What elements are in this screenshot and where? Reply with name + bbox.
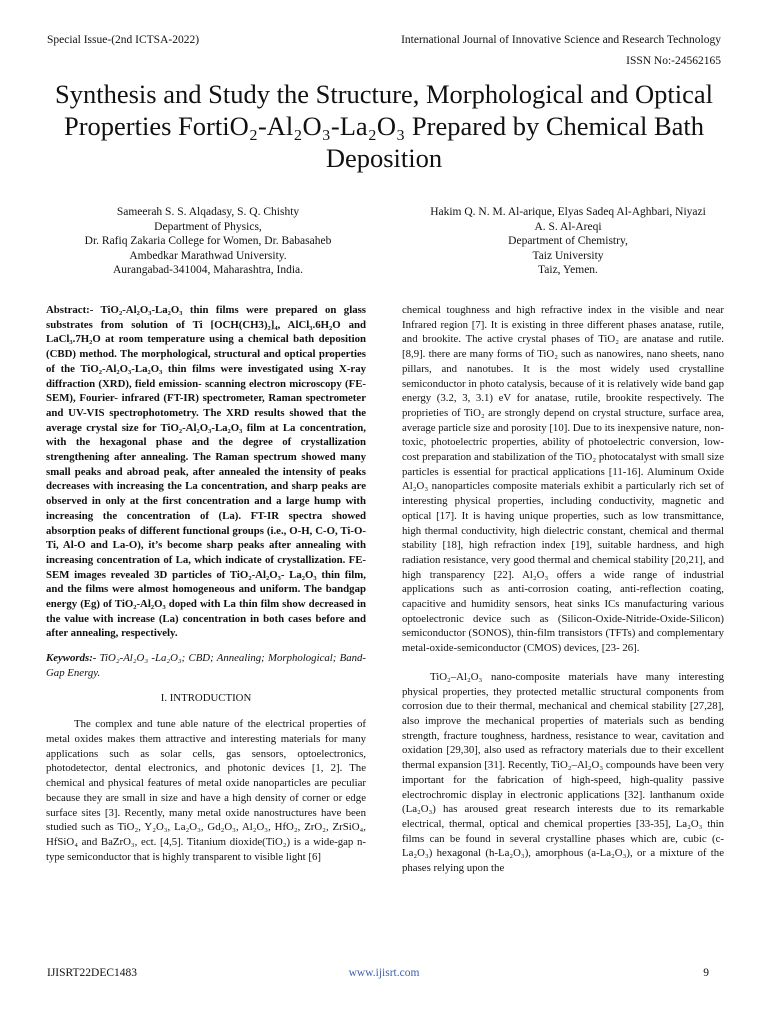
keywords-text: TiO₂-Al₂O₃ -La₂O₃; CBD; Annealing; Morphological; Band-Gap Energy. <box>46 652 366 679</box>
issn-label: ISSN No:-24562165 <box>626 55 721 67</box>
section-heading-introduction: I. INTRODUCTION <box>160 691 252 704</box>
author-names: Hakim Q. N. M. Al-arique, Elyas Sadeq Al-Aghbari, Niyazi <box>430 206 706 218</box>
journal-name: International Journal of Innovative Science and Research Technology <box>401 34 721 46</box>
body-paragraph-2: TiO₂–Al₂O₃ nano-composite materials have many interesting physical properties, they protected metallic structural components from corrosion due to their thermal, mechanical and chemical stability [27,28], also improve the mechanical properties of materials such as bending strength, fracture toughness, hardness, resistance to wear, cavitation and oxidation [29,30], also used as refractory materials due to their excellent thermal expansion [31]. Recently, TiO₂–Al₂O₃ compounds have been very important for the fabrication of high-speed, high-quality passive electrochromic display in electronic applications [32]. lanthanum oxide (La₂O₃) has aroused great research interests due to its remarkable electrical, thermal, optical and chemical properties [33-35], La₂O₃ thin films can be found in several crystalline phases which are, cubic (c-La₂O₃) hexagonal (h-La₂O₃), amorphous (a-La₂O₃), or a mixture of the phases relying upon the <box>402 670 724 875</box>
abstract: Abstract:- TiO₂-Al₂O₃-La₂O₃ thin films were prepared on glass substrates from solution of Ti [OCH(CH3)₂]₄, AlCl₃.6H₂O and LaCl₃.7H₂O at room temperature using a chemical bath deposition (CBD) method. The morphological, structural and optical properties of the TiO₂-Al₂O₃-La₂O₃ thin films were investigated using X-ray diffraction (XRD), field emission- scanning electron microscopy (FE-SEM), Fourier- infrared (FT-IR) spectrometer, Raman spectrometer and UV-VIS spectrophotometry. The XRD results showed that the average crystal size for TiO₂-Al₂O₃-La₂O₃ film at La concentration, with the hexagonal phase and the degree of crystallization strengthening after annealing. The Raman spectrum showed many small peaks and abroad peak, after annealed the intensity of peaks decreases with increasing the La concentration, and sharp peaks are observed in only at the first concentration and a large hump with increasing the concentration of (La). FT-IR spectra showed absorption peaks of different functional groups (i.e., O-H, C-O, Ti-O-Ti, Al-O and La-O), it’s become sharp peaks after annealing with increasing concentration of La, which indicate of crystallization. FE-SEM images revealed 3D particles of TiO₂-Al₂O₃- La₂O₃ thin film, and the films were almost homogeneous and uniform. The bandgap energy (Eg) of TiO₂-Al₂O₃ doped with La thin film show decreased in the value with increase (La) concentration in both cases before and after annealing, respectively. <box>46 304 366 640</box>
author-department: Department of Physics, <box>154 220 262 233</box>
authors-block-right <box>400 205 736 278</box>
page-footer <box>47 967 721 983</box>
author-address: Aurangabad-341004, Maharashtra, India. <box>112 264 303 276</box>
intro-paragraph: The complex and tune able nature of the electrical properties of metal oxides makes them attractive and interesting materials for many applications such as solar cells, gas sensors, optoelectronics, photodetector, dental electronics, and photonic devices [1, 2]. The chemical and physical features of metal oxide nanoparticles are peculiar because they are small in size and have a high density of corner or edge surface sites [3]. Recently, many metal oxide nanostructures have been studied such as TiO₂, Y₂O₃, La₂O₃, Gd₂O₃, Al₂O₃, HfO₂, ZrO₂, ZrSiO₄, HfSiO₄ and BaZrO₃, ect. [4,5]. Titanium dioxide(TiO₂) is a wide-gap n-type semiconductor that is highly transparent to visible light [6] <box>46 718 366 863</box>
special-issue-label: Special Issue-(2nd ICTSA-2022) <box>47 34 200 46</box>
body-paragraph-1: chemical toughness and high refractive index in the visible and near Infrared region [7]. It is existing in three different phases anatase, rutile, and brookite. The active crystal phases of TiO₂ are anatase and rutile. [8,9]. there are many forms of TiO₂ such as nanowires, nano sheets, nano pillars, and nanotubes. It is the most widely used crystalline semiconductor in photo catalysis, because of it is relatively wide band gap energy (3.2, 3, 3.1) eV for anatase, rutile, brookite respectively. The proprieties of TiO₂ are strongly depend on crystal structure, surface area, average particle size and porosity [10]. Due to its inexpensive nature, non-toxic, photoelectric properties, ability of photoelectric conversion, low-cost preparation and stabilization of the TiO₂ photocatalyst with small size particles is essential for practical applications [11-16]. Aluminum Oxide Al₂O₃ nanoparticles composite materials exhibit a particularly rich set of interesting physical properties, including conductivity, magnetic and optical [17]. It is having unique properties, such as low transmittance, high thermal conductivity, high dielectric constant, chemical and thermal stability [18], high refraction index [19], suitable hardness, and high radiation resistance, very good thermal and chemical stability [20,21], and high transparency [22]. Al₂O₃ offers a wide range of industrial applications such as anti-corrosion coating, anti-reflection coating, capacitive and humidity sensors, heat sinks ICs manufacturing various optoelectronic device such as (Silicon-Oxide-Nitride-Oxide-Silicon) semiconductor (SONOS), thin-film transistors (TFTs) and complementary metal-oxide-semiconductor (CMOS) devices, [23- 26]. <box>402 304 724 655</box>
authors-block-left <box>48 205 368 278</box>
author-university: Ambedkar Marathwad University. <box>129 249 287 262</box>
author-names: Sameerah S. S. Alqadasy, S. Q. Chishty <box>116 206 300 218</box>
journal-website-link[interactable]: www.ijisrt.com <box>348 967 420 979</box>
page-number: 9 <box>703 967 709 979</box>
author-department: Department of Chemistry, <box>508 235 628 247</box>
author-college: Dr. Rafiq Zakaria College for Women, Dr. Babasaheb <box>84 235 332 247</box>
article-id: IJISRT22DEC1483 <box>47 967 138 979</box>
left-column <box>46 303 366 864</box>
keywords <box>46 651 366 680</box>
keywords-label: Keywords:- <box>46 652 97 665</box>
paper-title: Synthesis and Study the Structure, Morphological and Optical Properties FortiO₂-Al₂O₃-La₂O₃ Prepared by Chemical Bath Deposition <box>55 79 713 173</box>
right-column <box>402 303 724 876</box>
running-header <box>47 34 721 50</box>
author-names-cont: A. S. Al-Areqi <box>534 220 602 233</box>
author-address: Taiz, Yemen. <box>538 264 598 276</box>
author-university: Taiz University <box>532 249 604 262</box>
